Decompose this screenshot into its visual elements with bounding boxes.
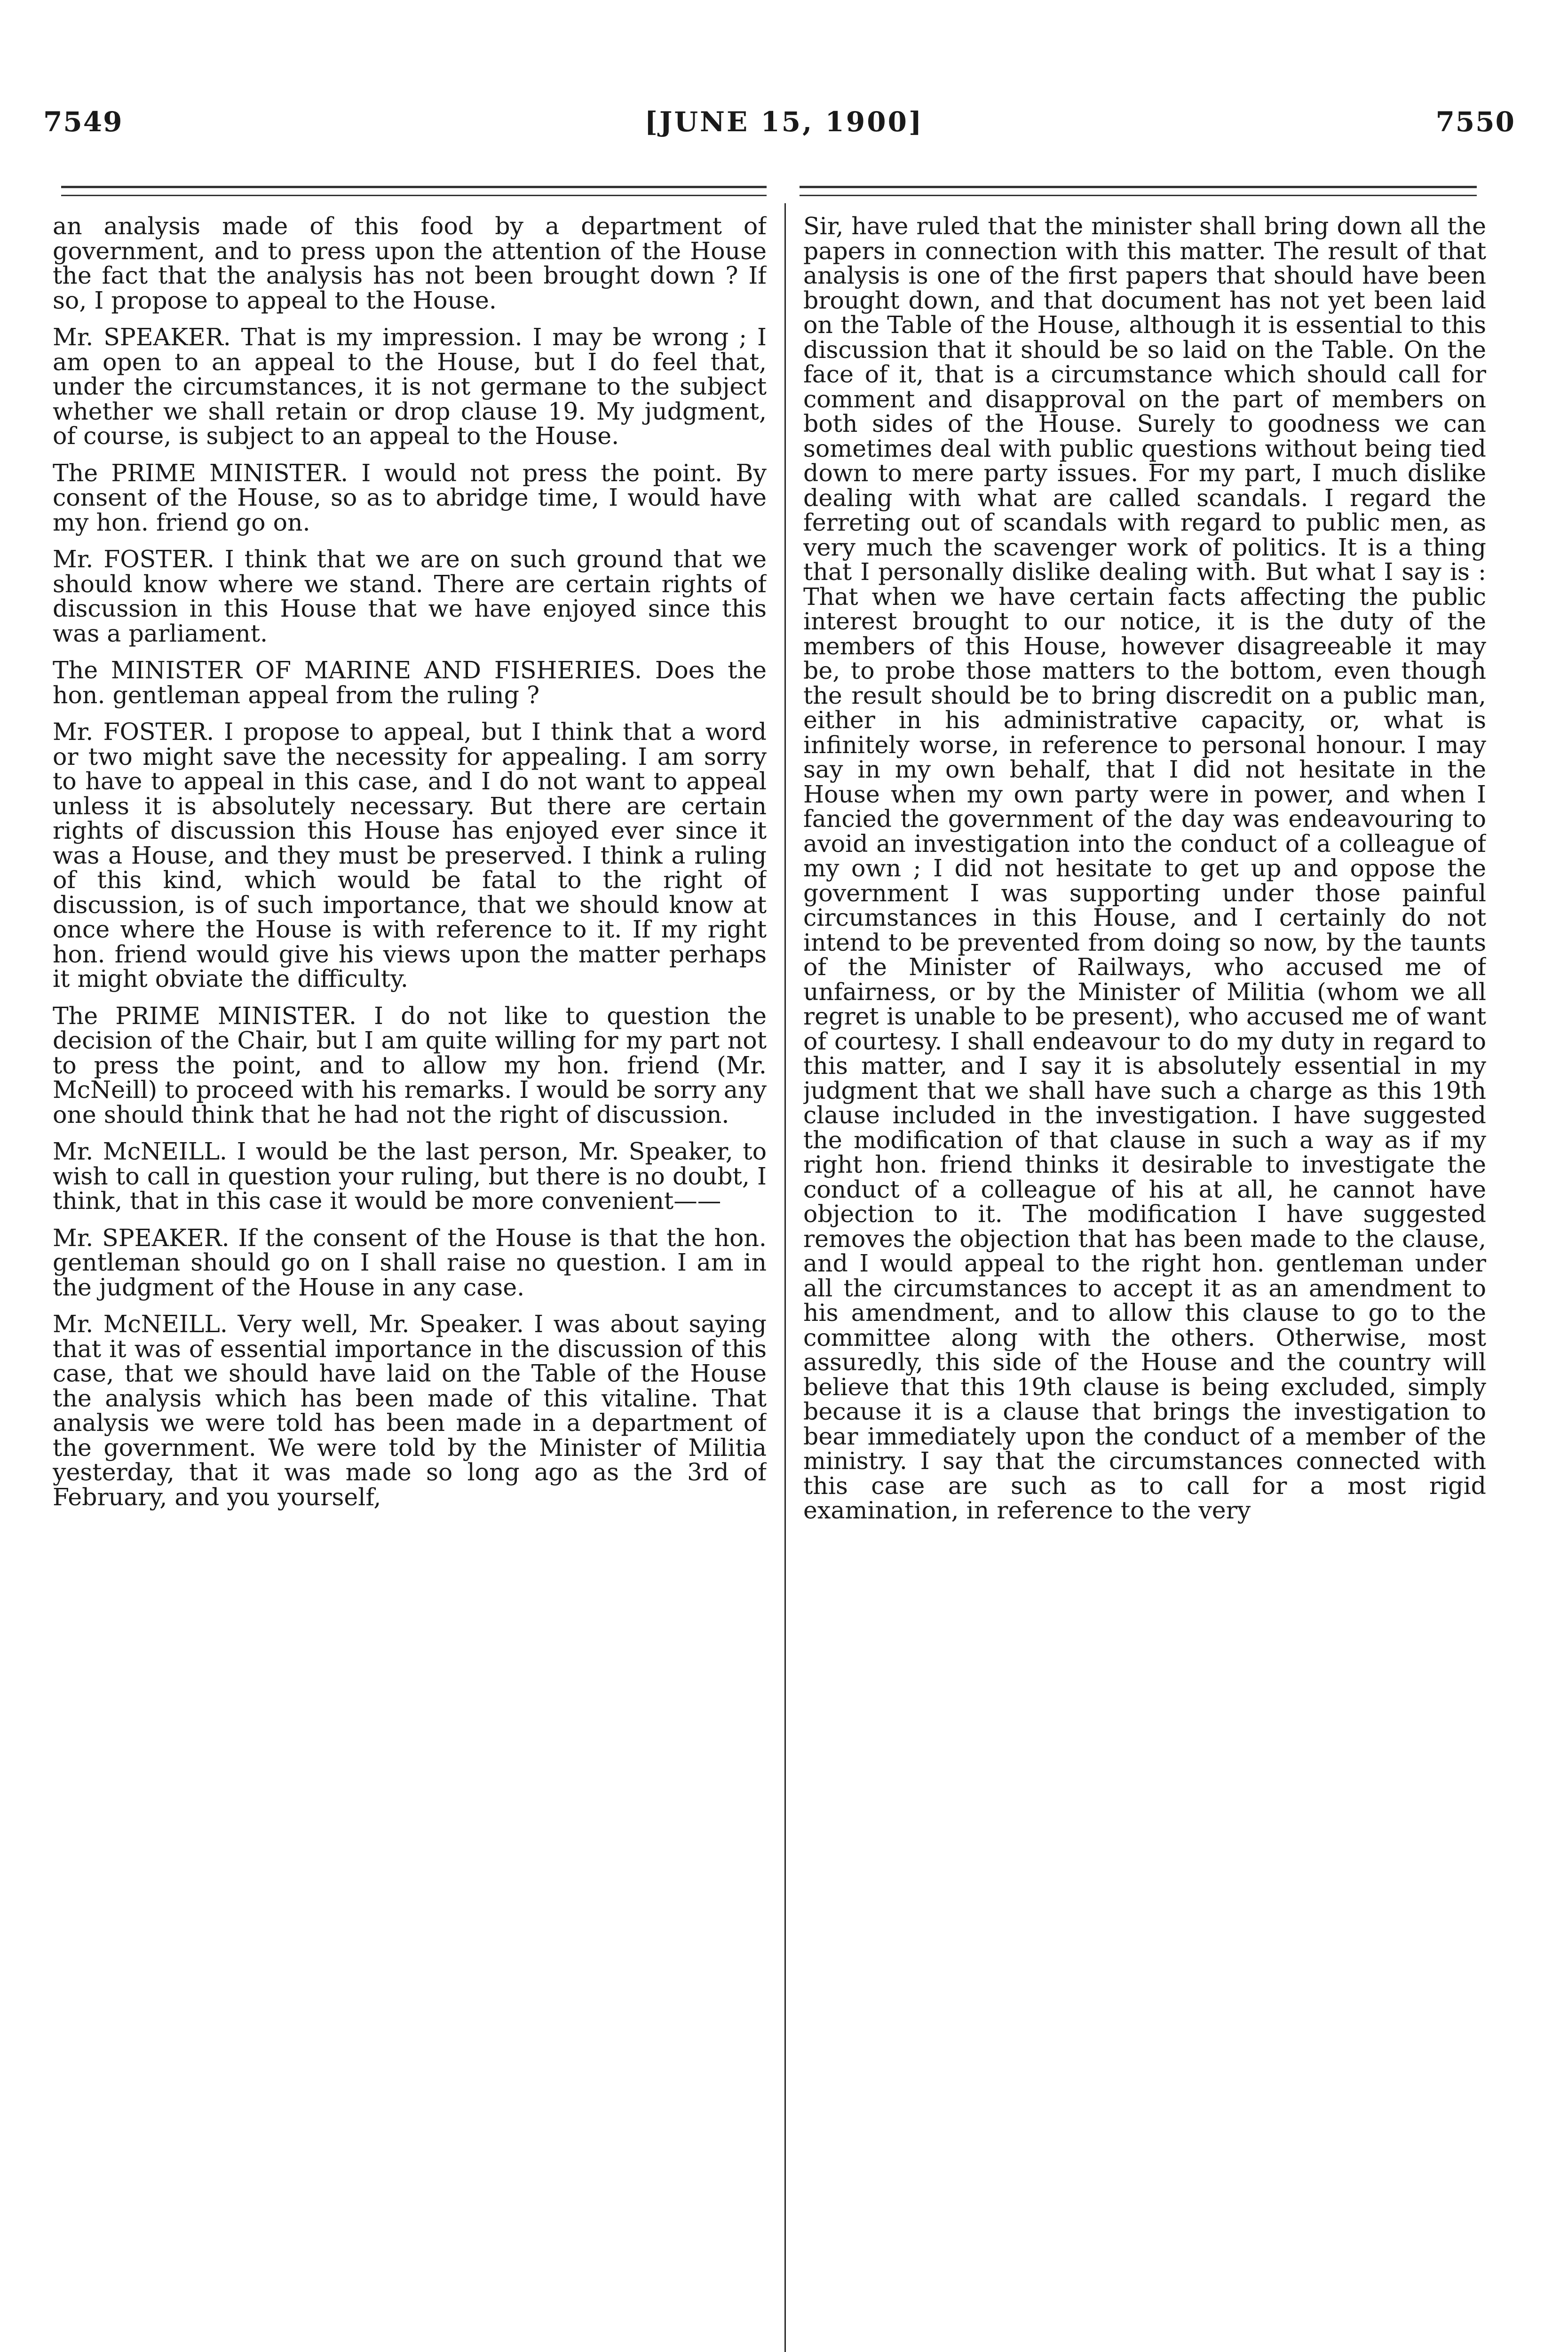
header-rule-right-thin bbox=[800, 195, 1477, 196]
left-paragraph-1: an analysis made of this food by a department of government, and to press upon the attention of the House the fact that the analysis has not been brought down ? If so, I propose to appeal to the House. bbox=[53, 214, 767, 314]
left-paragraph-7: The PRIME MINISTER. I do not like to question the decision of the Chair, but I am quite willing for my part not to press the point, and to allow my hon. friend (Mr. McNeill) to proceed with his remarks. I would be sorry any one should think that he had not the right of discussion. bbox=[53, 1001, 767, 1128]
left-paragraph-10: Mr. McNEILL. Very well, Mr. Speaker. I was about saying that it was of essential importance in the discussion of this case, that we should have laid on the Table of the House the analysis which has been made of this vitaline. That analysis we were told has been made in a department of the government. We were told by the Minister of Militia yesterday, that it was made so long ago as the 3rd of February, and you yourself, bbox=[53, 1310, 767, 1511]
header-rule-left bbox=[61, 186, 767, 188]
left-paragraph-5: The MINISTER OF MARINE AND FISHERIES. Does the hon. gentleman appeal from the ruling ? bbox=[53, 656, 767, 709]
left-column bbox=[53, 214, 767, 2352]
left-paragraph-9: Mr. SPEAKER. If the consent of the House is that the hon. gentleman should go on I shall raise no question. I am in the judgment of the House in any case. bbox=[53, 1224, 767, 1301]
header-rule-left-thin bbox=[61, 195, 767, 196]
left-paragraph-3: The PRIME MINISTER. I would not press the point. By consent of the House, so as to abridge time, I would have my hon. friend go on. bbox=[53, 459, 767, 536]
right-column bbox=[803, 214, 1486, 2352]
left-paragraph-4: Mr. FOSTER. I think that we are on such ground that we should know where we stand. There are certain rights of discussion in this House that we have enjoyed since this was a parliament. bbox=[53, 545, 767, 647]
column-divider bbox=[784, 203, 786, 2352]
page-header bbox=[0, 0, 1568, 179]
header-date: [JUNE 15, 1900] bbox=[644, 106, 924, 138]
left-page-number: 7549 bbox=[43, 106, 123, 138]
right-page-number: 7550 bbox=[1435, 106, 1515, 138]
left-paragraph-8: Mr. McNEILL. I would be the last person, Mr. Speaker, to wish to call in question your ruling, but there is no doubt, I think, that in this case it would be more convenient—— bbox=[53, 1137, 767, 1215]
header-rule-right bbox=[800, 186, 1477, 188]
right-paragraph-1: Sir, have ruled that the minister shall bring down all the papers in connection with this matter. The result of that analysis is one of the first papers that should have been brought down, and that document has not yet been laid on the Table of the House, although it is essential to this discussion that it should be so laid on the Table. On the face of it, that is a circumstance which should call for comment and disapproval on the part of members on both sides of the House. Surely to goodness we can sometimes deal with public questions without being tied down to mere party issues. For my part, I much dislike dealing with what are called scandals. I regard the ferreting out of scandals with regard to public men, as very much the scavenger work of politics. It is a thing that I personally dislike dealing with. But what I say is : That when we have certain facts affecting the public interest brought to our notice, it is the duty of the members of this House, however disagreeable it may be, to probe those matters to the bottom, even though the result should be to bring discredit on a public man, either in his administrative capacity, or, what is infinitely worse, in reference to personal honour. I may say in my own behalf, that I did not hesitate in the House when my own party were in power, and when I fancied the government of the day was endeavouring to avoid an investigation into the conduct of a colleague of my own ; I did not hesitate to get up and oppose the government I was supporting under those painful circumstances in this House, and I certainly do not intend to be prevented from doing so now, by the taunts of the Minister of Railways, who accused me of unfairness, or by the Minister of Militia (whom we all regret is unable to be present), who accused me of want of courtesy. I shall endeavour to do my duty in regard to this matter, and I say it is absolutely essential in my judgment that we shall have such a charge as this 19th clause included in the investigation. I have suggested the modification of that clause in such a way as if my right hon. friend thinks it desirable to investigate the conduct of a colleague of his at all, he cannot have objection to it. The modification I have suggested removes the objection that has been made to the clause, and I would appeal to the right hon. gentleman under all the circumstances to accept it as an amendment to his amendment, and to allow this clause to go to the committee along with the others. Otherwise, most assuredly, this side of the House and the country will believe that this 19th clause is being excluded, simply because it is a clause that brings the investigation to bear immediately upon the conduct of a member of the ministry. I say that the circumstances connected with this case are such as to call for a most rigid examination, in reference to the very bbox=[803, 214, 1486, 1524]
left-paragraph-6: Mr. FOSTER. I propose to appeal, but I think that a word or two might save the necessity for appealing. I am sorry to have to appeal in this case, and I do not want to appeal unless it is absolutely necessary. But there are certain rights of discussion this House has enjoyed ever since it was a House, and they must be preserved. I think a ruling of this kind, which would be fatal to the right of discussion, is of such importance, that we should know at once where the House is with reference to it. If my right hon. friend would give his views upon the matter perhaps it might obviate the difficulty. bbox=[53, 718, 767, 993]
left-paragraph-2: Mr. SPEAKER. That is my impression. I may be wrong ; I am open to an appeal to the House, but I do feel that, under the circumstances, it is not germane to the subject whether we shall retain or drop clause 19. My judgment, of course, is subject to an appeal to the House. bbox=[53, 323, 767, 450]
